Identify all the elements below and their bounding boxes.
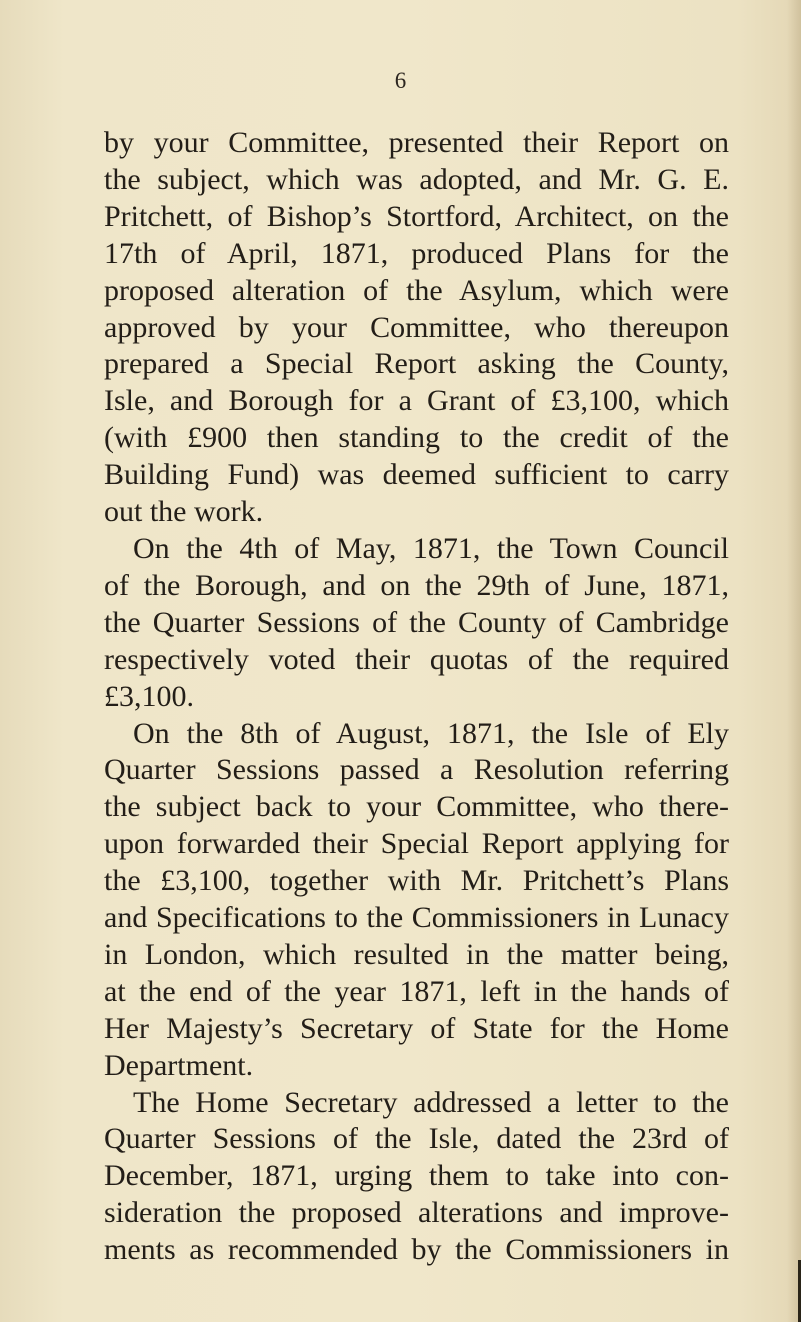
text-line: by your Committee, presented their Report on bbox=[104, 126, 729, 159]
text-line: sideration the proposed alterations and improve- bbox=[104, 1196, 729, 1230]
text-line: proposed alteration of the Asylum, which were bbox=[104, 273, 729, 307]
text-line: On the 4th of May, 1871, the Town Council bbox=[133, 531, 729, 565]
text-line: the subject, which was adopted, and Mr. G. E. bbox=[104, 162, 729, 196]
text-line: (with £900 then standing to the credit of the bbox=[104, 421, 729, 455]
text-line: the subject back to your Committee, who there- bbox=[104, 790, 729, 824]
text-line: Quarter Sessions passed a Resolution referring bbox=[104, 753, 729, 787]
text-line: upon forwarded their Special Report applying for bbox=[104, 827, 729, 861]
text-line: prepared a Special Report asking the County, bbox=[104, 347, 729, 381]
text-line: Her Majesty’s Secretary of State for the Home bbox=[104, 1011, 729, 1045]
text-line: Department. bbox=[104, 1048, 254, 1082]
page-number: 6 bbox=[394, 68, 407, 93]
text-line: Isle, and Borough for a Grant of £3,100, which bbox=[104, 384, 729, 418]
text-line: approved by your Committee, who thereupon bbox=[104, 310, 729, 344]
text-line: the Quarter Sessions of the County of Cambridge bbox=[104, 605, 729, 639]
text-line: ments as recommended by the Commissioners in bbox=[104, 1233, 729, 1267]
text-line: in London, which resulted in the matter being, bbox=[104, 937, 729, 971]
text-line: at the end of the year 1871, left in the hands of bbox=[104, 974, 729, 1008]
text-line: 17th of April, 1871, produced Plans for the bbox=[104, 236, 729, 270]
text-line: December, 1871, urging them to take into con- bbox=[104, 1159, 729, 1193]
text-line: out the work. bbox=[104, 495, 264, 529]
text-line: Building Fund) was deemed sufficient to carry bbox=[104, 458, 729, 492]
text-line: £3,100. bbox=[104, 679, 194, 713]
page-edge-shadow bbox=[787, 0, 801, 1322]
text-line: the £3,100, together with Mr. Pritchett’s Plans bbox=[104, 864, 729, 898]
body-text bbox=[104, 125, 729, 1269]
text-line: of the Borough, and on the 29th of June, 1871, bbox=[104, 568, 729, 602]
text-line: On the 8th of August, 1871, the Isle of Ely bbox=[133, 716, 729, 750]
text-line: respectively voted their quotas of the required bbox=[104, 642, 729, 676]
text-line: Quarter Sessions of the Isle, dated the 23rd of bbox=[104, 1122, 729, 1156]
text-line: The Home Secretary addressed a letter to the bbox=[133, 1085, 729, 1119]
text-line: and Specifications to the Commissioners in Lunacy bbox=[104, 901, 729, 935]
text-line: Pritchett, of Bishop’s Stortford, Architect, on the bbox=[104, 199, 729, 233]
